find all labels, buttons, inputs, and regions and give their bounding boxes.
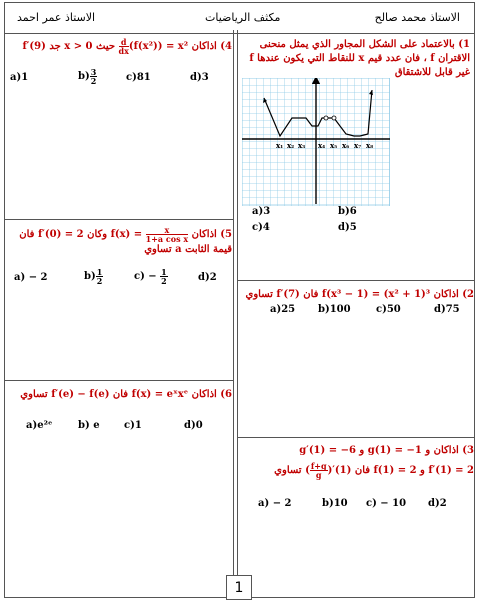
header xyxy=(5,3,474,34)
column-divider xyxy=(233,30,238,594)
x-tick-label: x₆ xyxy=(342,141,350,150)
x-tick-label: x₁ xyxy=(276,141,284,150)
q6-option-c[interactable]: c)1 xyxy=(124,420,142,431)
x-tick-label: x₂ xyxy=(287,141,295,150)
divider-right-2 xyxy=(238,437,475,438)
question-3-equals: تساوي xyxy=(274,465,302,476)
q1-option-b[interactable]: b)6 xyxy=(338,206,357,217)
question-4-condition: x > 0 xyxy=(64,41,93,52)
question-5-find: فان قيمة الثابت a تساوي xyxy=(19,229,232,255)
question-1-body: بالاعتماد على الشكل المجاور الذي يمثل منحنى الاقتران f ، فان عدد قيم x للنقاط التي يكون عندها f غير قابل للاشتقاق xyxy=(249,39,470,78)
q6-option-b[interactable]: b) e xyxy=(78,420,100,431)
question-3-line-2 xyxy=(242,462,474,479)
open-point xyxy=(332,116,336,120)
q6-option-a[interactable]: a)e²ᵉ xyxy=(26,420,53,431)
question-3-line-1 xyxy=(242,444,474,458)
question-6-then: فان xyxy=(112,389,129,400)
function-graph xyxy=(242,78,390,206)
q3-option-b[interactable]: b)10 xyxy=(322,498,348,509)
q2-option-c[interactable]: c)50 xyxy=(376,304,401,315)
divider-left-1 xyxy=(4,219,234,220)
question-1-text xyxy=(244,38,470,80)
q3-option-d[interactable]: d)2 xyxy=(428,498,447,509)
question-6-number: 6) xyxy=(220,389,232,400)
question-1-number: 1) xyxy=(458,39,470,50)
x-tick-labels xyxy=(276,141,373,150)
question-2-equation: f(x³ − 1) = (x² + 1)³ xyxy=(321,289,431,300)
q6-option-d[interactable]: d)0 xyxy=(184,420,203,431)
question-2-if: اذاكان xyxy=(433,289,459,300)
left-teacher-name: الاستاذ عمر احمد xyxy=(17,11,96,24)
q4-option-b[interactable]: b) $\frac{3}{2}$ xyxy=(78,67,97,86)
q2-option-b[interactable]: b)100 xyxy=(318,304,351,315)
x-tick-label: x₄ xyxy=(318,141,326,150)
question-4-equation: $\frac{d}{dx}$ (f(x²)) = x² xyxy=(118,37,189,56)
question-6-text xyxy=(8,388,232,402)
question-6-equals: تساوي xyxy=(20,389,48,400)
q4-option-c[interactable]: c)81 xyxy=(126,72,151,83)
question-5-condition: f′(0) = 2 xyxy=(37,229,84,240)
question-3-if: اذاكان xyxy=(433,445,459,456)
q5-option-a[interactable]: a) − 2 xyxy=(14,272,48,283)
q3-option-a[interactable]: a) − 2 xyxy=(258,498,292,509)
question-4-text xyxy=(8,38,232,55)
question-2-number: 2) xyxy=(462,289,474,300)
question-5-equation: f(x) = $\frac{x}{\text{1+a cos x}}$ xyxy=(110,225,189,244)
x-tick-label: x₃ xyxy=(298,141,306,150)
x-tick-label: x₈ xyxy=(366,141,374,150)
question-5-text xyxy=(8,226,232,257)
question-2-text xyxy=(242,288,474,302)
q4-option-a[interactable]: a)1 xyxy=(10,72,29,83)
question-4-where: حيث xyxy=(96,41,116,52)
x-tick-label: x₅ xyxy=(330,141,338,150)
question-6-if: اذاكان xyxy=(191,389,217,400)
q2-option-d[interactable]: d)75 xyxy=(434,304,460,315)
q5-option-c[interactable]: c) − $\frac{1}{2}$ xyxy=(134,267,167,286)
question-6-equation: f(x) = eˣxᵉ xyxy=(131,389,189,400)
q1-option-a[interactable]: a)3 xyxy=(252,206,271,217)
q3-option-c[interactable]: c) − 10 xyxy=(366,498,407,509)
q1-option-c[interactable]: c)4 xyxy=(252,222,270,233)
open-point xyxy=(324,116,328,120)
worksheet-title: مكثف الرياضيات xyxy=(205,11,281,24)
x-tick-label: x₇ xyxy=(354,141,362,150)
question-3-target: ( $\frac{f+g}{g}$ )′(1) xyxy=(305,461,352,480)
question-4-target: f′(9) xyxy=(22,41,46,52)
question-3-given-f: f(1) = 2 و f′(1) = 2 xyxy=(373,465,474,476)
question-2-then: فان xyxy=(303,289,319,300)
q5-option-b[interactable]: b) $\frac{1}{2}$ xyxy=(84,267,103,286)
q1-option-d[interactable]: d)5 xyxy=(338,222,357,233)
question-4-if: اذاكان xyxy=(191,41,217,52)
q2-option-a[interactable]: a)25 xyxy=(270,304,296,315)
q4-option-d[interactable]: d)3 xyxy=(190,72,209,83)
page-number: 1 xyxy=(226,575,252,600)
q5-option-d[interactable]: d)2 xyxy=(198,272,217,283)
right-teacher-name: الاستاذ محمد صالح xyxy=(374,11,460,24)
question-4-number: 4) xyxy=(220,41,232,52)
question-3-given-g: g′(1) = −6 و g(1) = −1 و xyxy=(299,445,431,456)
divider-right-1 xyxy=(238,280,475,281)
question-4-find: جد xyxy=(49,41,61,52)
question-3-number: 3) xyxy=(462,445,474,456)
question-5-if: اذاكان xyxy=(191,229,217,240)
question-2-equals: تساوي xyxy=(245,289,273,300)
question-3-then: فان xyxy=(354,465,371,476)
divider-left-2 xyxy=(4,380,234,381)
question-6-target: f′(e) − f(e) xyxy=(51,389,110,400)
question-5-and: وكان xyxy=(87,229,108,240)
question-2-target: f′(7) xyxy=(276,289,300,300)
question-5-number: 5) xyxy=(220,229,232,240)
